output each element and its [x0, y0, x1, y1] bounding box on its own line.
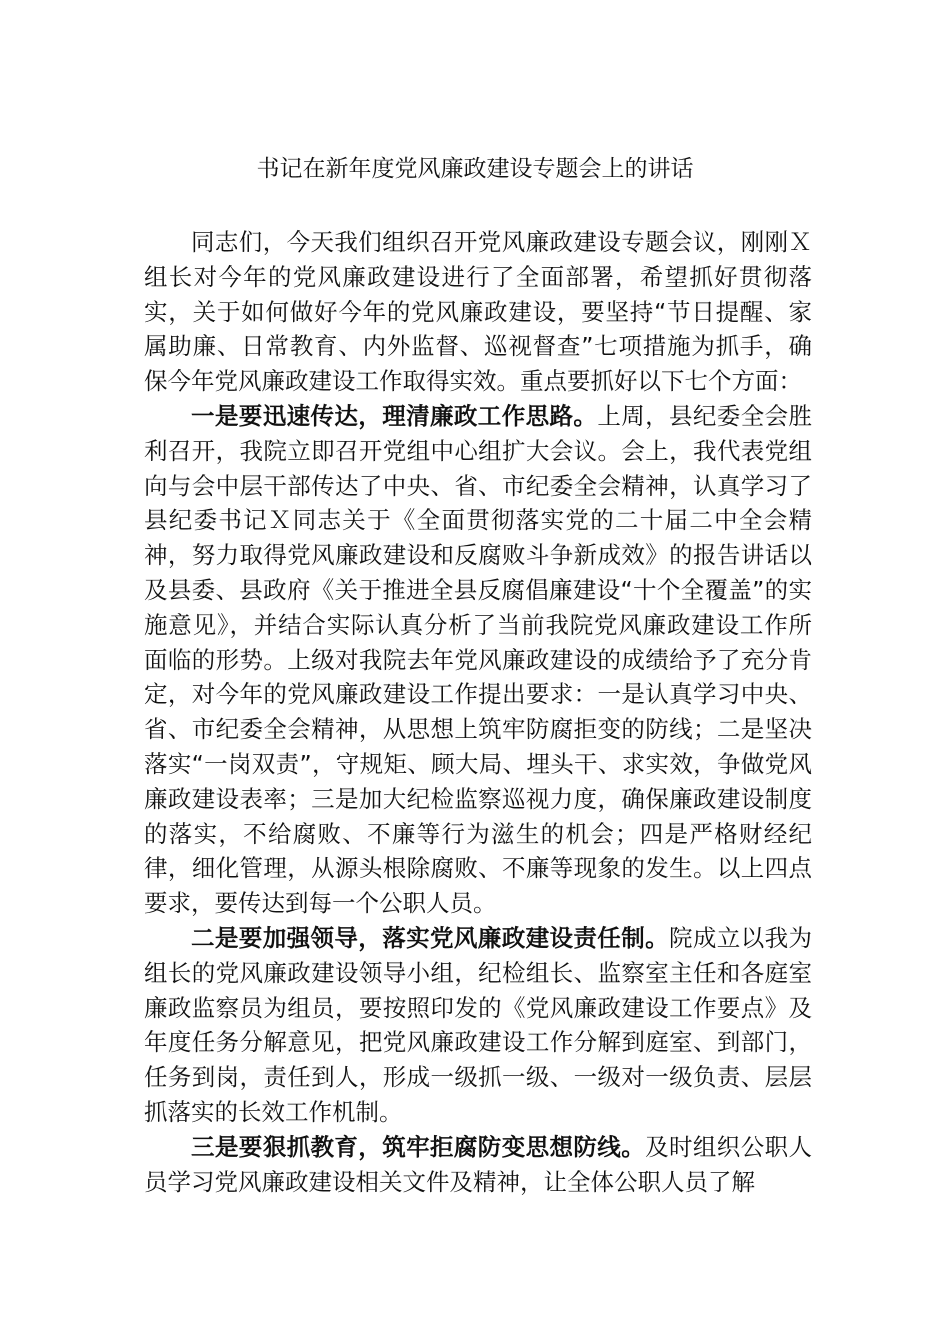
- document-body: [144, 225, 812, 1199]
- paragraph-lead-heading: 三是要狠抓教育，筑牢拒腐防变思想防线。: [191, 1132, 646, 1161]
- paragraph-point-three: [144, 1130, 812, 1200]
- paragraph-text: 院成立以我为组长的党风廉政建设领导小组，纪检组长、监察室主任和各庭室廉政监察员为组员，要按照印发的《党风廉政建设工作要点》及年度任务分解意见，把党风廉政建设工作分解到庭室、到部门，任务到岗，责任到人，形成一级抓一级、一级对一级负责、层层抓落实的长效工作机制。: [144, 923, 812, 1126]
- paragraph-lead-heading: 二是要加强领导，落实党风廉政建设责任制。: [191, 923, 669, 952]
- paragraph-point-one: [144, 399, 812, 921]
- paragraph-opening: [144, 225, 812, 399]
- document-title: 书记在新年度党风廉政建设专题会上的讲话: [256, 156, 694, 182]
- paragraph-lead-heading: 一是要迅速传达，理清廉政工作思路。: [191, 401, 598, 430]
- paragraph-text: 上周，县纪委全会胜利召开，我院立即召开党组中心组扩大会议。会上，我代表党组向与会中层干部传达了中央、省、市纪委全会精神，认真学习了县纪委书记Ｘ同志关于《全面贯彻落实党的二十届二中全会精神，努力取得党风廉政建设和反腐败斗争新成效》的报告讲话以及县委、县政府《关于推进全县反腐倡廉建设“十个全覆盖”的实施意见》，并结合实际认真分析了当前我院党风廉政建设工作所面临的形势。上级对我院去年党风廉政建设的成绩给予了充分肯定，对今年的党风廉政建设工作提出要求：一是认真学习中央、省、市纪委全会精神，从思想上筑牢防腐拒变的防线；二是坚决落实“一岗双责”，守规矩、顾大局、埋头干、求实效，争做党风廉政建设表率；三是加大纪检监察巡视力度，确保廉政建设制度的落实，不给腐败、不廉等行为滋生的机会；四是严格财经纪律，细化管理，从源头根除腐败、不廉等现象的发生。以上四点要求，要传达到每一个公职人员。: [144, 401, 813, 918]
- paragraph-text: 及时组织公职人员学习党风廉政建设相关文件及精神，让全体公职人员了解: [144, 1132, 813, 1196]
- paragraph-point-two: [144, 921, 812, 1130]
- paragraph-text: 同志们，今天我们组织召开党风廉政建设专题会议，刚刚Ｘ组长对今年的党风廉政建设进行了全面部署，希望抓好贯彻落实，关于如何做好今年的党风廉政建设，要坚持“节日提醒、家属助廉、日常教育、内外监督、巡视督查”七项措施为抓手，确保今年党风廉政建设工作取得实效。重点要抓好以下七个方面：: [144, 228, 812, 396]
